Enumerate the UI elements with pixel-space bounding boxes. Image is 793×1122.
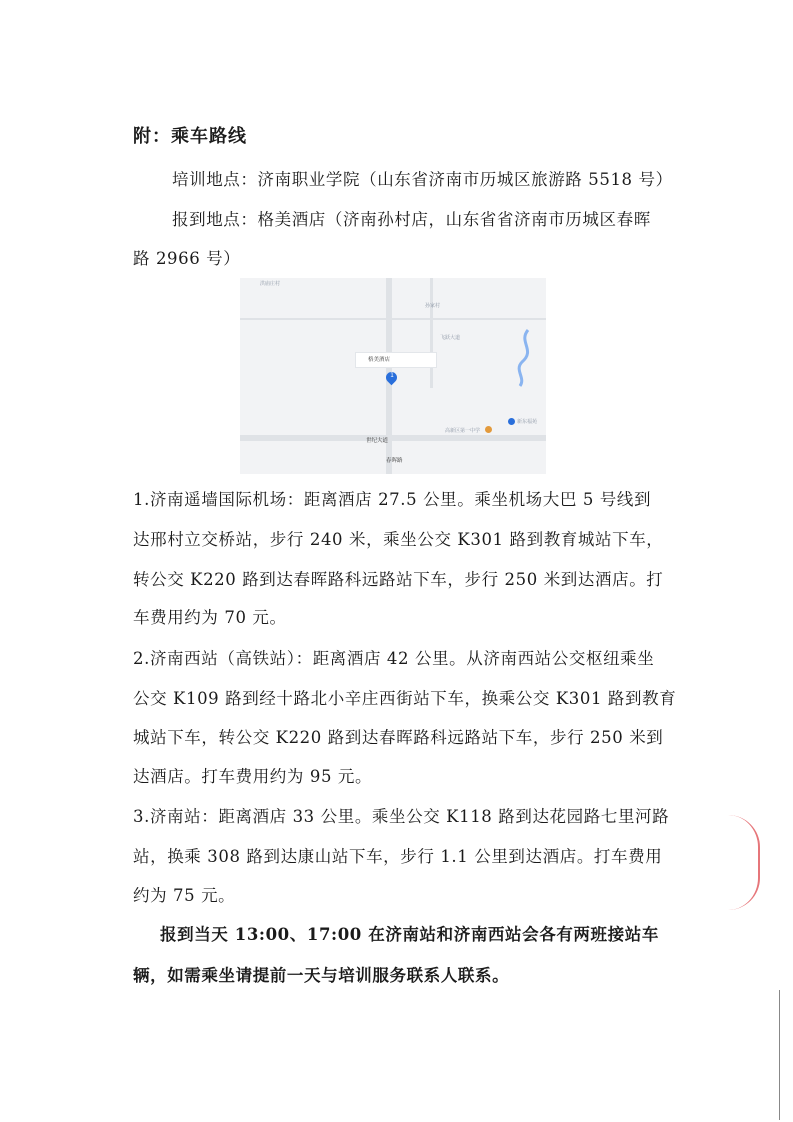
map-road-horizontal (240, 435, 546, 441)
route-2-line-2: 公交 K109 路到经十路北小辛庄西街站下车，换乘公交 K301 路到教育 (133, 689, 677, 708)
route-2-line-3: 城站下车，转公交 K220 路到达春晖路科远路站下车，步行 250 米到 (133, 728, 664, 747)
report-location-line1: 报到地点：格美酒店（济南孙村店，山东省省济南市历城区春晖 (172, 210, 651, 229)
page-heading: 附：乘车路线 (133, 126, 247, 147)
map-label-road-feiyue: 飞跃大道 (440, 335, 461, 341)
map-road-minor (240, 318, 546, 320)
route-1-line-1: 1.济南遥墙国际机场：距离酒店 27.5 公里。乘坐机场大巴 5 号线到 (133, 490, 652, 509)
river-icon (510, 328, 540, 388)
school-poi-icon (485, 426, 492, 433)
route-1-line-2: 达邢村立交桥站，步行 240 米，乘坐公交 K301 路到教育城站下车， (133, 530, 664, 549)
route-3-line-3: 约为 75 元。 (133, 886, 236, 905)
report-location-line2: 路 2966 号） (133, 249, 241, 268)
route-2-line-1: 2.济南西站（高铁站）：距离酒店 42 公里。从济南西站公交枢纽乘坐 (133, 649, 655, 668)
map-label-village-top: 孙家村 (425, 303, 441, 309)
map-label-road-shiji: 世纪大道 (366, 438, 389, 444)
map-road-minor (430, 278, 433, 388)
map-label-gym: 新东福苑 (517, 419, 538, 425)
training-location: 培训地点：济南职业学院（山东省济南市历城区旅游路 5518 号） (172, 170, 673, 189)
location-pin-number: 1 (390, 372, 394, 379)
page-edge-mark (779, 990, 780, 1120)
notice-line-2: 辆，如需乘坐请提前一天与培训服务联系人联系。 (133, 966, 510, 985)
map-label-hotel: 格美酒店 (368, 357, 391, 363)
map-label-road-chunhui: 春晖路 (386, 458, 403, 464)
gym-poi-icon (508, 418, 515, 425)
route-3-line-1: 3.济南站：距离酒店 33 公里。乘坐公交 K118 路到达花园路七里河路 (133, 807, 670, 826)
route-3-line-2: 站，换乘 308 路到达康山站下车，步行 1.1 公里到达酒店。打车费用 (133, 847, 663, 866)
map-label-school: 高新区第一中学 (445, 428, 481, 434)
route-map (240, 278, 546, 474)
notice-line-1: 报到当天 13:00、17:00 在济南站和济南西站会各有两班接站车 (160, 925, 659, 944)
map-label-village-top-left: 洪庙庄村 (260, 281, 281, 287)
route-2-line-4: 达酒店。打车费用约为 95 元。 (133, 767, 373, 786)
route-1-line-3: 转公交 K220 路到达春晖路科远路站下车，步行 250 米到达酒店。打 (133, 570, 664, 589)
route-1-line-4: 车费用约为 70 元。 (133, 608, 287, 627)
seal-stamp-edge (728, 815, 760, 910)
